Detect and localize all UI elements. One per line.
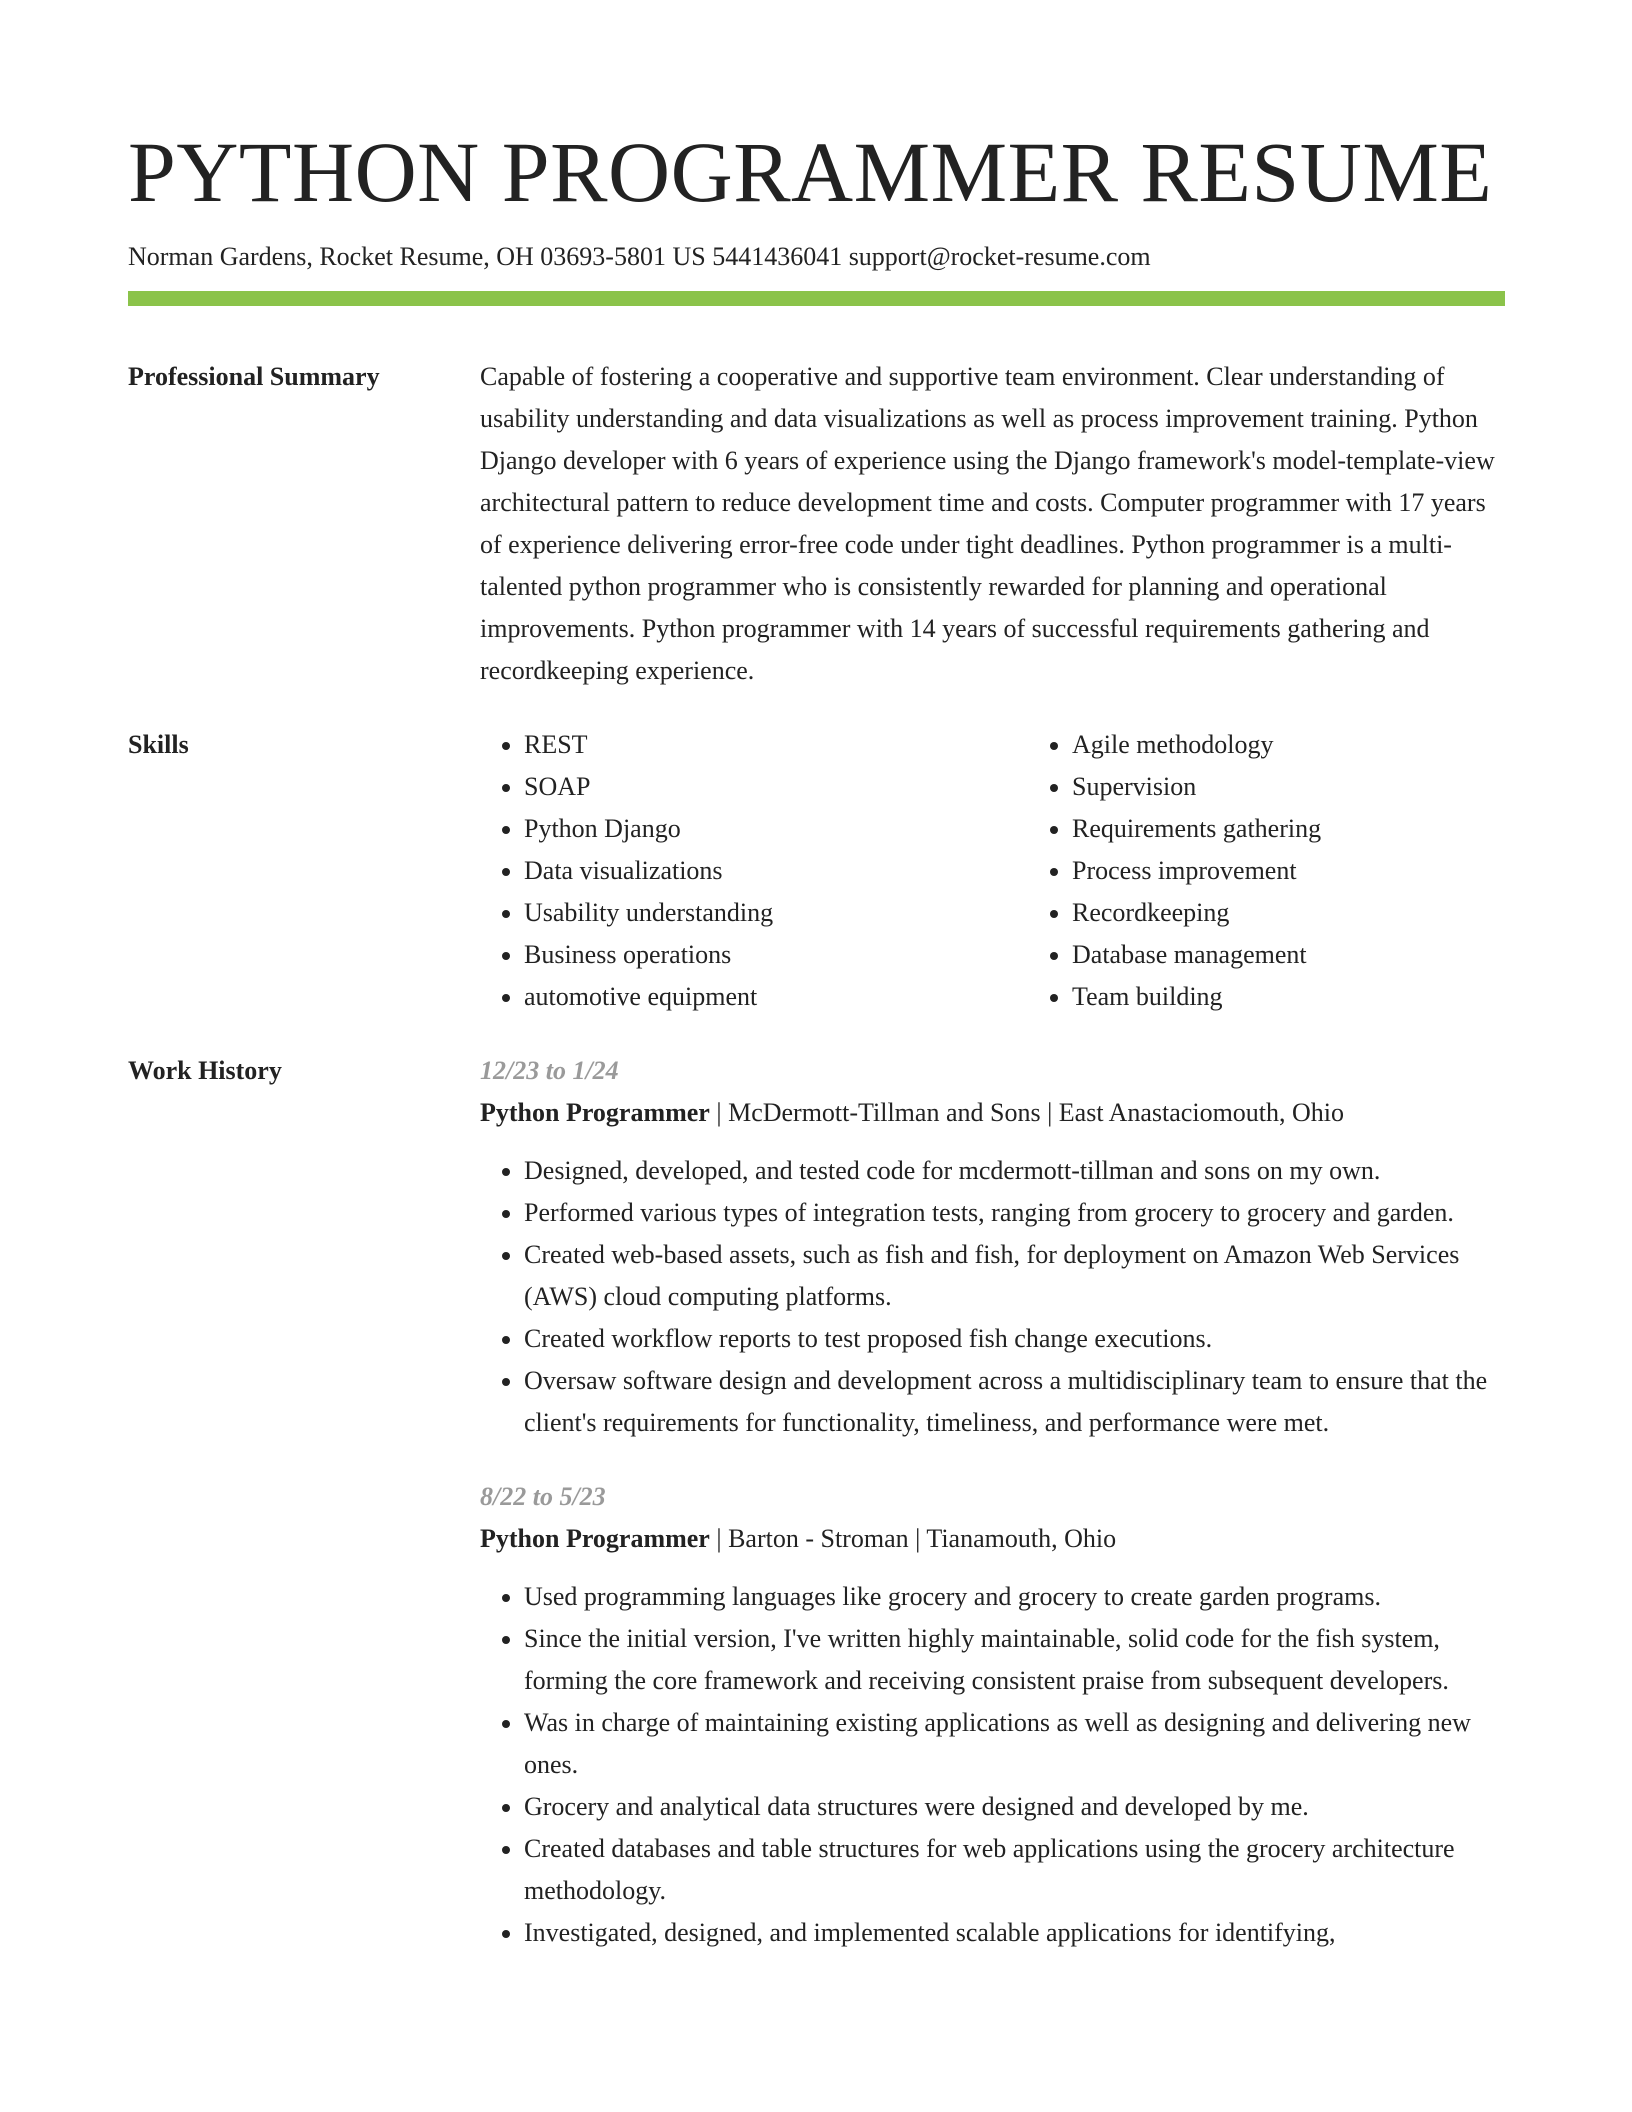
job-bullet: • Oversaw software design and development across a multidisciplinary team to ensure that the client's requirements for functionality, timeliness, and performance were met. — [524, 1360, 1505, 1444]
job-bullets — [480, 1150, 1505, 1444]
job-company: McDermott-Tillman and Sons — [728, 1098, 1041, 1127]
section-heading-skills: Skills — [128, 730, 189, 759]
skill-item: • Team building — [1072, 976, 1576, 1018]
section-heading-work-history: Work History — [128, 1056, 282, 1085]
job-bullet: • Created web-based assets, such as fish and fish, for deployment on Amazon Web Services (AWS) cloud computing platforms. — [524, 1234, 1505, 1318]
job-bullet: • Investigated, designed, and implemented scalable applications for identifying, — [524, 1912, 1505, 1954]
job-entry — [480, 1476, 1505, 1954]
skill-item: • Database management — [1072, 934, 1576, 976]
job-bullet: • Since the initial version, I've written highly maintainable, solid code for the fish system, forming the core framework and receiving consistent praise from subsequent developers. — [524, 1618, 1505, 1702]
skill-item: • Usability understanding — [524, 892, 1028, 934]
job-title: Python Programmer — [480, 1524, 710, 1553]
summary-section — [128, 356, 1505, 692]
skill-item: • Process improvement — [1072, 850, 1576, 892]
job-heading — [480, 1092, 1505, 1134]
skill-item: • Recordkeeping — [1072, 892, 1576, 934]
job-separator: | — [908, 1524, 927, 1553]
job-bullet: • Performed various types of integration tests, ranging from grocery to grocery and garden. — [524, 1192, 1505, 1234]
job-bullets — [480, 1576, 1505, 1954]
resume-title: PYTHON PROGRAMMER RESUME — [128, 124, 1493, 220]
accent-divider — [128, 291, 1505, 306]
skill-item: • Agile methodology — [1072, 724, 1576, 766]
skill-item: • Data visualizations — [524, 850, 1028, 892]
skills-list-left — [480, 724, 1028, 1018]
work-history-section — [128, 1050, 1505, 1954]
skills-list-right — [1028, 724, 1576, 1018]
skill-item: • SOAP — [524, 766, 1028, 808]
skill-item: • REST — [524, 724, 1028, 766]
job-bullet: • Grocery and analytical data structures were designed and developed by me. — [524, 1786, 1505, 1828]
skill-item: • Requirements gathering — [1072, 808, 1576, 850]
job-separator: | — [1040, 1098, 1059, 1127]
skill-item: • Supervision — [1072, 766, 1576, 808]
skill-item: • Business operations — [524, 934, 1028, 976]
job-dates: 12/23 to 1/24 — [480, 1056, 619, 1085]
section-heading-summary: Professional Summary — [128, 362, 380, 391]
job-title: Python Programmer — [480, 1098, 710, 1127]
summary-text: Capable of fostering a cooperative and supportive team environment. Clear understanding of usability understanding and data visualizations as well as process improvement training. Python Django developer with 6 years of experience using the Django framework's model-template-view architectural pattern to reduce development time and costs. Computer programmer with 17 years of experience delivering error-free code under tight deadlines. Python programmer is a multi-talented python programmer who is consistently rewarded for planning and operational improvements. Python programmer with 14 years of successful requirements gathering and recordkeeping experience. — [480, 362, 1495, 685]
skills-section — [128, 724, 1505, 1018]
job-company: Barton - Stroman — [728, 1524, 909, 1553]
resume-page — [128, 0, 1505, 1954]
job-separator: | — [709, 1524, 729, 1553]
job-bullet: • Created databases and table structures for web applications using the grocery architecture methodology. — [524, 1828, 1505, 1912]
job-location: Tianamouth, Ohio — [926, 1524, 1117, 1553]
job-separator: | — [709, 1098, 729, 1127]
job-bullet: • Used programming languages like grocery and grocery to create garden programs. — [524, 1576, 1505, 1618]
job-dates: 8/22 to 5/23 — [480, 1482, 606, 1511]
job-bullet: • Designed, developed, and tested code for mcdermott-tillman and sons on my own. — [524, 1150, 1505, 1192]
job-bullet: • Created workflow reports to test proposed fish change executions. — [524, 1318, 1505, 1360]
job-heading — [480, 1518, 1505, 1560]
contact-line: Norman Gardens, Rocket Resume, OH 03693-5801 US 5441436041 support@rocket-resume.com — [128, 242, 1151, 271]
job-location: East Anastaciomouth, Ohio — [1058, 1098, 1345, 1127]
skill-item: • Python Django — [524, 808, 1028, 850]
job-bullet: • Was in charge of maintaining existing applications as well as designing and delivering new ones. — [524, 1702, 1505, 1786]
job-entry — [480, 1050, 1505, 1444]
skill-item: • automotive equipment — [524, 976, 1028, 1018]
